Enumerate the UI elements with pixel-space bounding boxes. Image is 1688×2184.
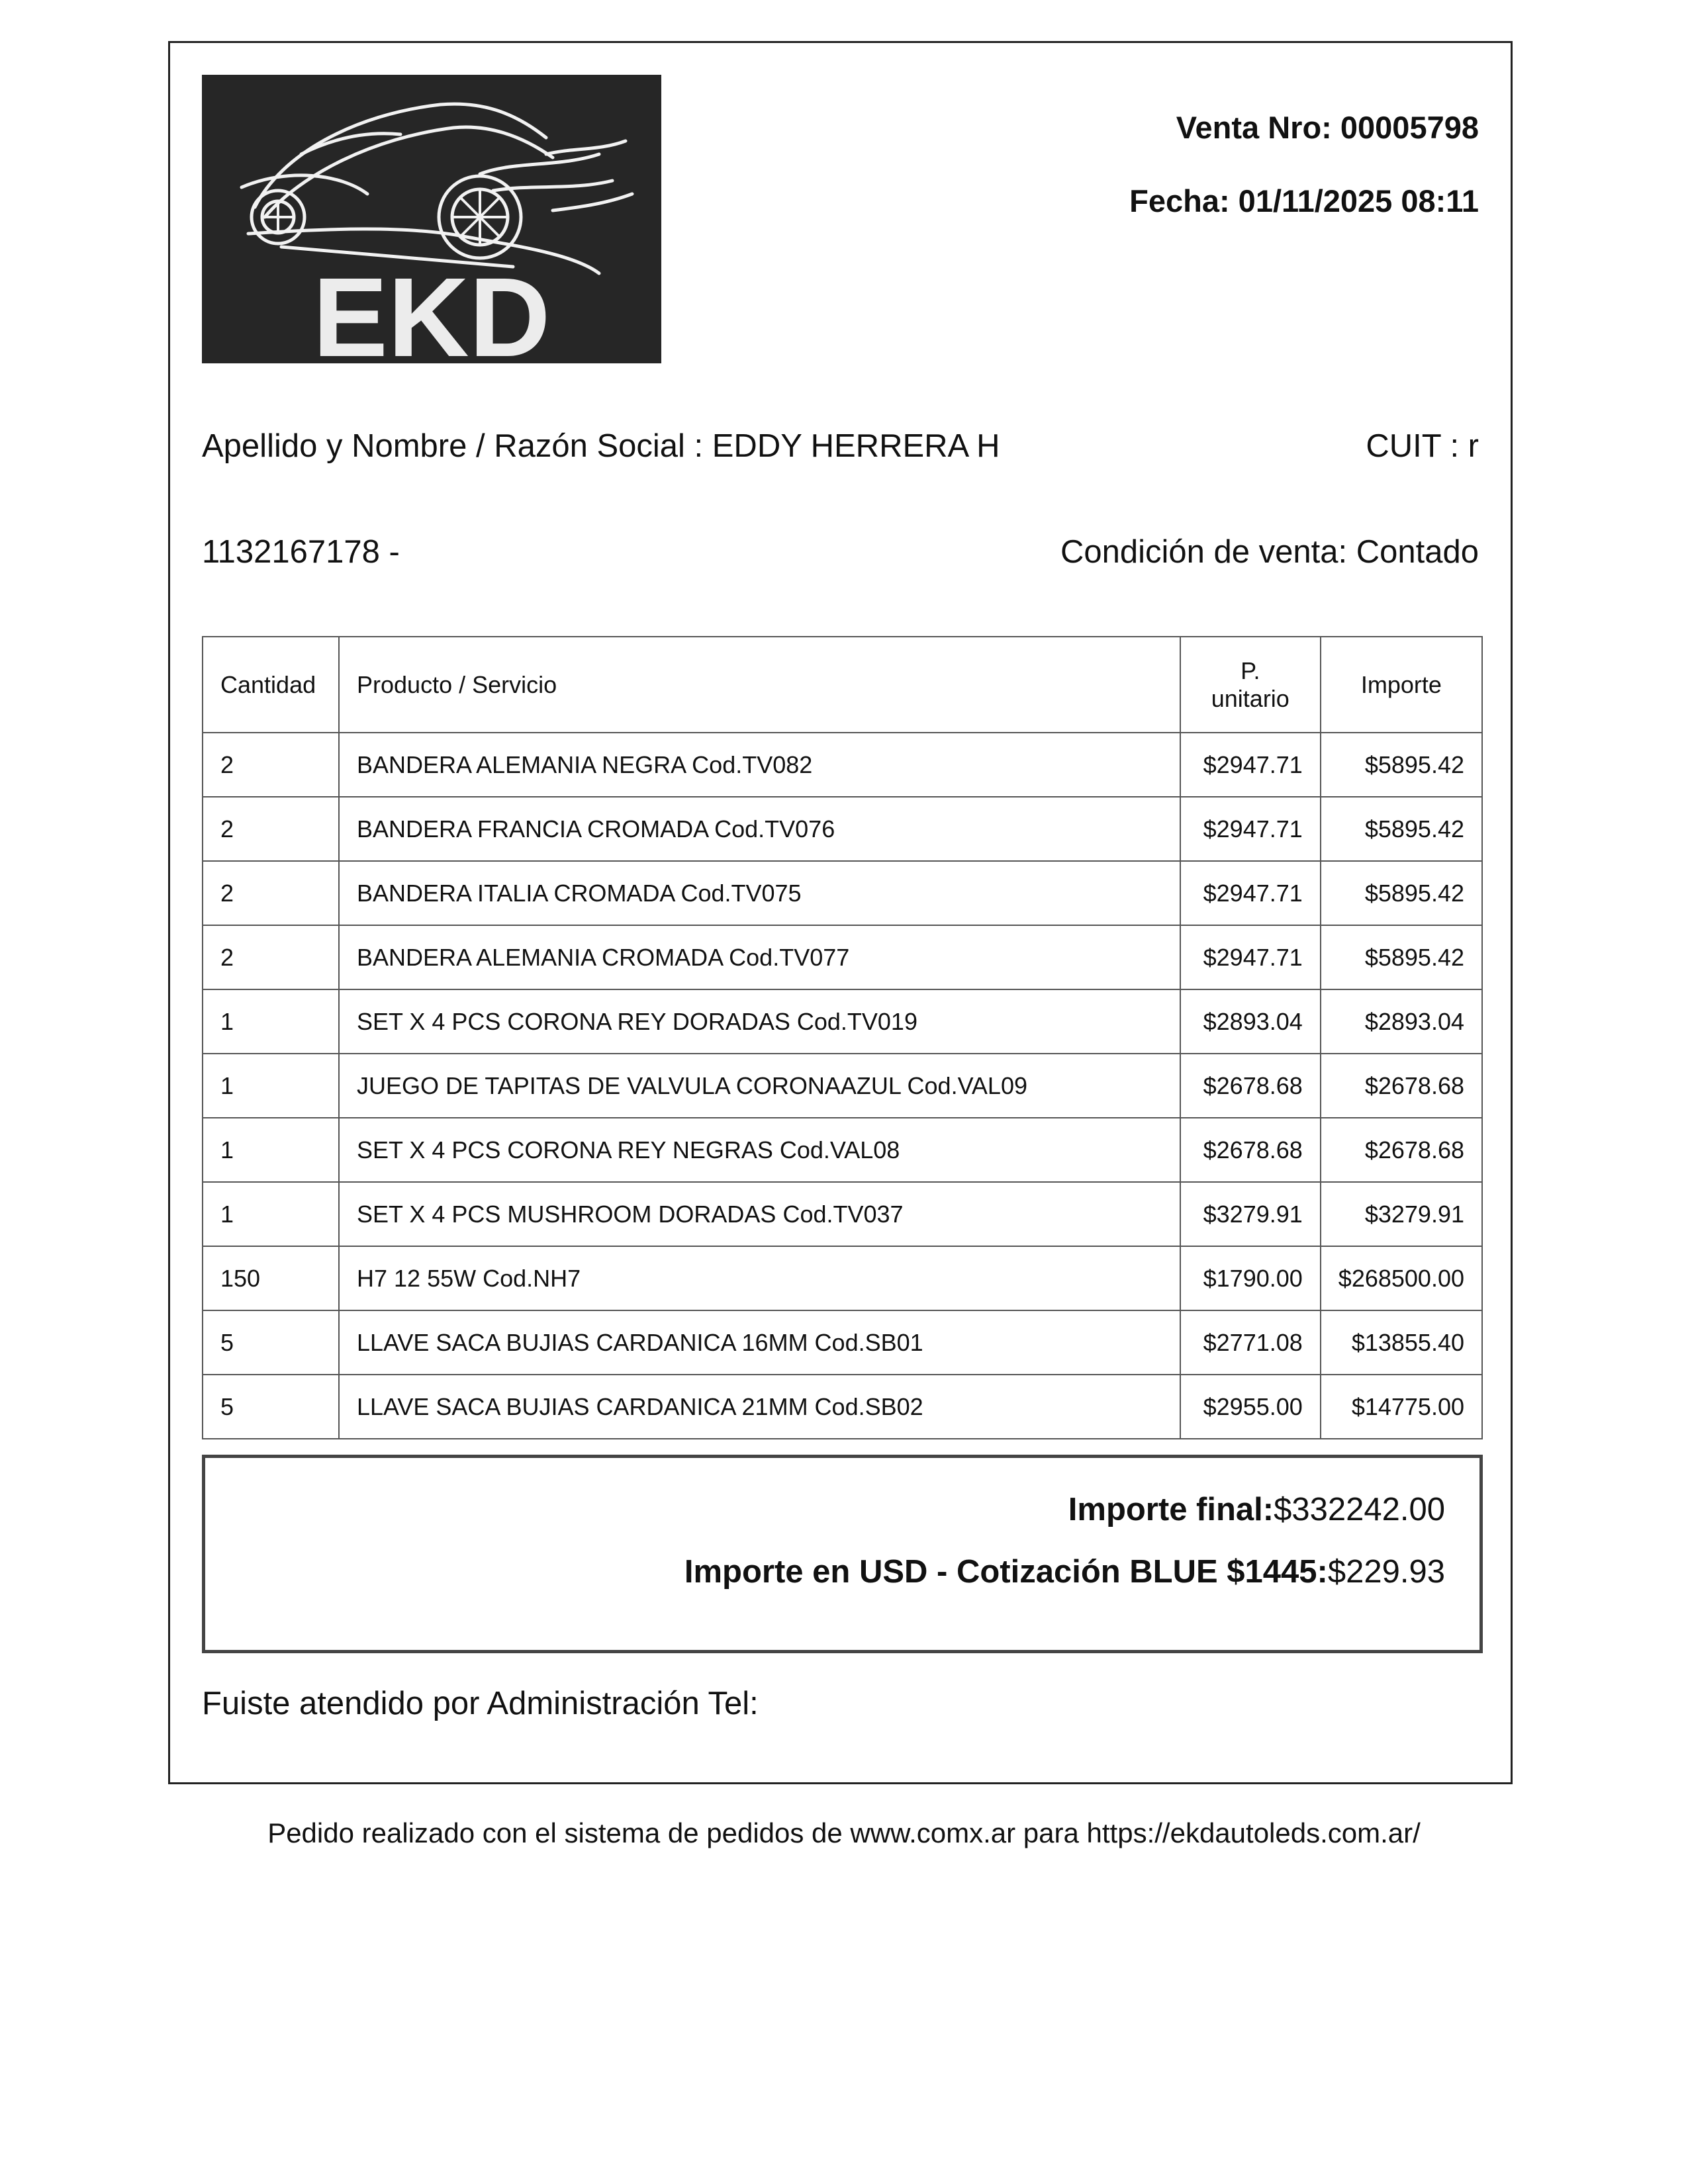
usd-total-value: $229.93 bbox=[1327, 1554, 1445, 1590]
cell-unit-price: $2678.68 bbox=[1180, 1118, 1321, 1182]
cell-amount: $5895.42 bbox=[1321, 861, 1482, 925]
cell-qty: 2 bbox=[203, 861, 339, 925]
sale-date: Fecha: 01/11/2025 08:11 bbox=[1129, 183, 1479, 218]
final-total-label: Importe final: bbox=[1068, 1492, 1274, 1527]
cell-unit-price: $1790.00 bbox=[1180, 1246, 1321, 1310]
table-row bbox=[203, 1246, 1482, 1310]
header-amount: Importe bbox=[1321, 637, 1482, 733]
table-row bbox=[203, 797, 1482, 861]
customer-name: Apellido y Nombre / Razón Social : EDDY HERRERA H bbox=[202, 428, 1000, 464]
cell-qty: 5 bbox=[203, 1375, 339, 1439]
header-unit-price bbox=[1180, 637, 1321, 733]
table-row bbox=[203, 1182, 1482, 1246]
cell-product: SET X 4 PCS MUSHROOM DORADAS Cod.TV037 bbox=[339, 1182, 1180, 1246]
attended-by: Fuiste atendido por Administración Tel: bbox=[202, 1686, 759, 1721]
cell-qty: 2 bbox=[203, 733, 339, 797]
cell-qty: 1 bbox=[203, 1182, 339, 1246]
cell-amount: $14775.00 bbox=[1321, 1375, 1482, 1439]
cell-product: BANDERA ALEMANIA NEGRA Cod.TV082 bbox=[339, 733, 1180, 797]
cell-qty: 2 bbox=[203, 925, 339, 989]
table-row bbox=[203, 1375, 1482, 1439]
cell-unit-price: $2947.71 bbox=[1180, 861, 1321, 925]
company-logo bbox=[202, 75, 661, 363]
final-total-value: $332242.00 bbox=[1274, 1492, 1445, 1527]
cell-product: LLAVE SACA BUJIAS CARDANICA 21MM Cod.SB02 bbox=[339, 1375, 1180, 1439]
cell-amount: $5895.42 bbox=[1321, 797, 1482, 861]
table-row bbox=[203, 989, 1482, 1054]
header-unit-line2: unitario bbox=[1211, 684, 1289, 712]
cell-amount: $2678.68 bbox=[1321, 1054, 1482, 1118]
header-unit-line1: P. bbox=[1241, 657, 1260, 684]
cell-unit-price: $2947.71 bbox=[1180, 925, 1321, 989]
cell-unit-price: $2893.04 bbox=[1180, 989, 1321, 1054]
cell-product: BANDERA FRANCIA CROMADA Cod.TV076 bbox=[339, 797, 1180, 861]
cell-qty: 5 bbox=[203, 1310, 339, 1375]
cell-amount: $2678.68 bbox=[1321, 1118, 1482, 1182]
sale-header bbox=[1129, 109, 1479, 256]
cell-product: BANDERA ITALIA CROMADA Cod.TV075 bbox=[339, 861, 1180, 925]
cell-product: SET X 4 PCS CORONA REY NEGRAS Cod.VAL08 bbox=[339, 1118, 1180, 1182]
customer-phone: 1132167178 - bbox=[202, 534, 400, 570]
cell-unit-price: $2947.71 bbox=[1180, 797, 1321, 861]
sale-condition: Condición de venta: Contado bbox=[1060, 534, 1479, 570]
cell-amount: $5895.42 bbox=[1321, 733, 1482, 797]
cell-qty: 1 bbox=[203, 1054, 339, 1118]
table-row bbox=[203, 1054, 1482, 1118]
usd-total bbox=[205, 1553, 1445, 1590]
customer-row-2 bbox=[202, 533, 1479, 570]
header-qty: Cantidad bbox=[203, 637, 339, 733]
cell-amount: $3279.91 bbox=[1321, 1182, 1482, 1246]
cell-unit-price: $2947.71 bbox=[1180, 733, 1321, 797]
cell-product: BANDERA ALEMANIA CROMADA Cod.TV077 bbox=[339, 925, 1180, 989]
usd-total-label: Importe en USD - Cotización BLUE $1445: bbox=[684, 1554, 1328, 1590]
table-row bbox=[203, 1118, 1482, 1182]
table-row bbox=[203, 1310, 1482, 1375]
cell-qty: 2 bbox=[203, 797, 339, 861]
cell-unit-price: $2678.68 bbox=[1180, 1054, 1321, 1118]
cell-amount: $2893.04 bbox=[1321, 989, 1482, 1054]
header-product: Producto / Servicio bbox=[339, 637, 1180, 733]
cell-product: SET X 4 PCS CORONA REY DORADAS Cod.TV019 bbox=[339, 989, 1180, 1054]
cell-qty: 1 bbox=[203, 1118, 339, 1182]
cell-qty: 1 bbox=[203, 989, 339, 1054]
cell-product: H7 12 55W Cod.NH7 bbox=[339, 1246, 1180, 1310]
table-row bbox=[203, 733, 1482, 797]
table-row bbox=[203, 925, 1482, 989]
cell-qty: 150 bbox=[203, 1246, 339, 1310]
footer-note: Pedido realizado con el sistema de pedidos de www.comx.ar para https://ekdautoleds.com.ar/ bbox=[267, 1817, 1421, 1848]
cell-unit-price: $3279.91 bbox=[1180, 1182, 1321, 1246]
sale-number: Venta Nro: 00005798 bbox=[1176, 110, 1479, 145]
cell-amount: $268500.00 bbox=[1321, 1246, 1482, 1310]
logo-text: EKD bbox=[312, 255, 551, 363]
cell-amount: $13855.40 bbox=[1321, 1310, 1482, 1375]
totals-box bbox=[202, 1455, 1483, 1653]
table-header-row bbox=[203, 637, 1482, 733]
invoice-sheet bbox=[168, 41, 1513, 1784]
cell-amount: $5895.42 bbox=[1321, 925, 1482, 989]
customer-row bbox=[202, 428, 1479, 465]
car-logo-graphic bbox=[202, 75, 661, 363]
table-row bbox=[203, 861, 1482, 925]
final-total bbox=[205, 1491, 1445, 1528]
cell-product: LLAVE SACA BUJIAS CARDANICA 16MM Cod.SB01 bbox=[339, 1310, 1180, 1375]
items-table bbox=[202, 636, 1483, 1439]
customer-cuit: CUIT : r bbox=[1366, 428, 1479, 464]
cell-unit-price: $2955.00 bbox=[1180, 1375, 1321, 1439]
cell-product: JUEGO DE TAPITAS DE VALVULA CORONAAZUL Cod.VAL09 bbox=[339, 1054, 1180, 1118]
cell-unit-price: $2771.08 bbox=[1180, 1310, 1321, 1375]
